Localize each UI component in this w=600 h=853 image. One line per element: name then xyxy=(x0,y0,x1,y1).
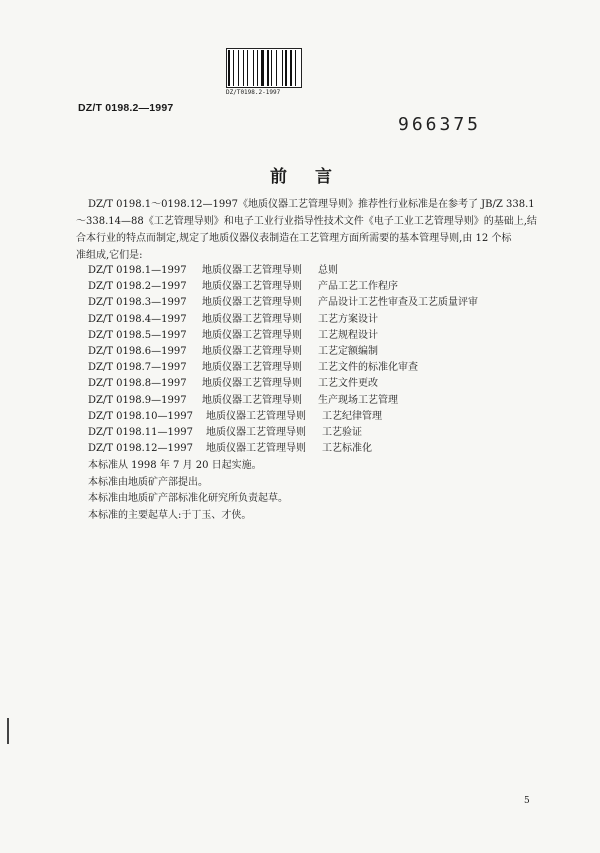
barcode-bar xyxy=(228,50,230,86)
standard-item-code: DZ/T 0198.5—1997 xyxy=(88,329,187,341)
list-item xyxy=(88,328,378,344)
standard-item-name: 地质仪器工艺管理导则 xyxy=(206,426,306,438)
note-line: 本标准由地质矿产部提出。 xyxy=(88,476,208,488)
standard-item-name: 地质仪器工艺管理导则 xyxy=(202,329,302,341)
barcode-bar xyxy=(267,50,269,86)
barcode-bar xyxy=(278,50,281,86)
page-number: 5 xyxy=(524,796,530,806)
list-item xyxy=(88,376,378,392)
barcode-bar xyxy=(247,50,249,86)
standard-item-code: DZ/T 0198.9—1997 xyxy=(88,394,187,406)
barcode-bar xyxy=(295,50,296,86)
barcode-bar xyxy=(290,50,292,86)
standard-item-code: DZ/T 0198.1—1997 xyxy=(88,265,187,276)
standard-item-name: 地质仪器工艺管理导则 xyxy=(206,443,306,455)
standard-item-name: 地质仪器工艺管理导则 xyxy=(202,265,302,276)
barcode-bar xyxy=(231,50,232,86)
barcode-bar xyxy=(293,50,294,86)
list-item xyxy=(88,425,362,441)
barcode-bar xyxy=(253,50,254,86)
standard-item-part: 工艺文件更改 xyxy=(318,378,378,390)
standard-item-name: 地质仪器工艺管理导则 xyxy=(202,394,302,406)
standard-item-code: DZ/T 0198.8—1997 xyxy=(88,378,187,390)
standard-item-part: 产品工艺工作程序 xyxy=(318,281,398,293)
standard-item-part: 工艺规程设计 xyxy=(318,329,378,341)
standard-item-part: 工艺方案设计 xyxy=(318,313,378,325)
list-item xyxy=(88,393,398,409)
standard-item-part: 工艺定额编制 xyxy=(318,345,378,357)
standard-item-name: 地质仪器工艺管理导则 xyxy=(202,378,302,390)
barcode-bar xyxy=(249,50,252,86)
barcode-bar xyxy=(265,50,266,86)
intro-line: 准组成,它们是: xyxy=(76,250,143,261)
barcode-bar xyxy=(257,50,259,86)
standard-item-code: DZ/T 0198.4—1997 xyxy=(88,313,187,325)
list-item xyxy=(88,263,338,279)
barcode-bar xyxy=(288,50,289,86)
standard-item-code: DZ/T 0198.3—1997 xyxy=(88,297,187,309)
barcode-bar xyxy=(296,50,299,86)
stamp-number: 966375 xyxy=(398,114,482,135)
barcode-bar xyxy=(276,50,277,86)
standard-item-name: 地质仪器工艺管理导则 xyxy=(206,410,306,422)
page-title: 前言 xyxy=(270,167,360,187)
barcode-bar xyxy=(283,50,284,86)
notes xyxy=(88,458,288,524)
standard-item-part: 总则 xyxy=(318,265,338,276)
barcode-bar xyxy=(273,50,275,86)
list-item xyxy=(88,360,418,376)
barcode-bar xyxy=(282,50,283,86)
barcode-icon xyxy=(226,48,302,88)
standard-item-name: 地质仪器工艺管理导则 xyxy=(202,362,302,374)
barcode-bar xyxy=(235,50,238,86)
barcode-bar xyxy=(243,50,244,86)
standard-item-code: DZ/T 0198.11—1997 xyxy=(88,426,193,438)
note-line: 本标准的主要起草人:于丁玉、才侠。 xyxy=(88,509,252,521)
barcode-caption: DZ/T0198.2-1997 xyxy=(226,89,281,96)
barcode xyxy=(226,48,304,96)
standards-list xyxy=(88,263,478,457)
margin-mark xyxy=(7,718,9,744)
barcode-bar xyxy=(240,50,242,86)
barcode-bar xyxy=(233,50,234,86)
barcode-bar xyxy=(261,50,264,86)
standard-item-code: DZ/T 0198.10—1997 xyxy=(88,410,193,422)
barcode-bar xyxy=(270,50,271,86)
standard-item-code: DZ/T 0198.6—1997 xyxy=(88,345,187,357)
barcode-bar xyxy=(259,50,260,86)
intro-line: ～338.14—88《工艺管理导则》和电子工业行业指导性技术文件《电子工业工艺管理导则》的基础上,结 xyxy=(76,216,537,227)
standard-item-part: 工艺验证 xyxy=(322,426,362,438)
list-item xyxy=(88,344,378,360)
standard-item-name: 地质仪器工艺管理导则 xyxy=(202,281,302,293)
standard-item-name: 地质仪器工艺管理导则 xyxy=(202,297,302,309)
list-item xyxy=(88,312,378,328)
barcode-bar xyxy=(271,50,272,86)
standard-item-name: 地质仪器工艺管理导则 xyxy=(202,313,302,325)
standard-item-part: 产品设计工艺性审查及工艺质量评审 xyxy=(318,297,478,309)
barcode-bar xyxy=(285,50,287,86)
list-item xyxy=(88,441,372,457)
barcode-bar xyxy=(238,50,239,86)
standard-item-part: 工艺文件的标准化审查 xyxy=(318,362,418,374)
list-item xyxy=(88,295,478,311)
barcode-bar xyxy=(245,50,246,86)
intro-paragraph xyxy=(76,196,537,264)
standard-item-name: 地质仪器工艺管理导则 xyxy=(202,345,302,357)
note-line: 本标准从 1998 年 7 月 20 日起实施。 xyxy=(88,460,262,471)
note-line: 本标准由地质矿产部标准化研究所负责起草。 xyxy=(88,493,288,504)
intro-line: 合本行业的特点而制定,规定了地质仪器仪表制造在工艺管理方面所需要的基本管理导则,由 12 个标 xyxy=(76,233,512,244)
intro-line: DZ/T 0198.1～0198.12—1997《地质仪器工艺管理导则》推荐性行业标准是在参考了 JB/Z 338.1 xyxy=(88,199,535,210)
standard-item-part: 工艺纪律管理 xyxy=(322,410,382,422)
standard-item-code: DZ/T 0198.12—1997 xyxy=(88,443,193,455)
standard-item-part: 生产现场工艺管理 xyxy=(318,394,398,406)
standard-item-code: DZ/T 0198.7—1997 xyxy=(88,362,187,374)
barcode-bar xyxy=(255,50,256,86)
list-item xyxy=(88,409,382,425)
standard-code: DZ/T 0198.2—1997 xyxy=(78,102,174,114)
list-item xyxy=(88,279,398,295)
standard-item-part: 工艺标准化 xyxy=(322,443,372,455)
standard-item-code: DZ/T 0198.2—1997 xyxy=(88,281,187,293)
